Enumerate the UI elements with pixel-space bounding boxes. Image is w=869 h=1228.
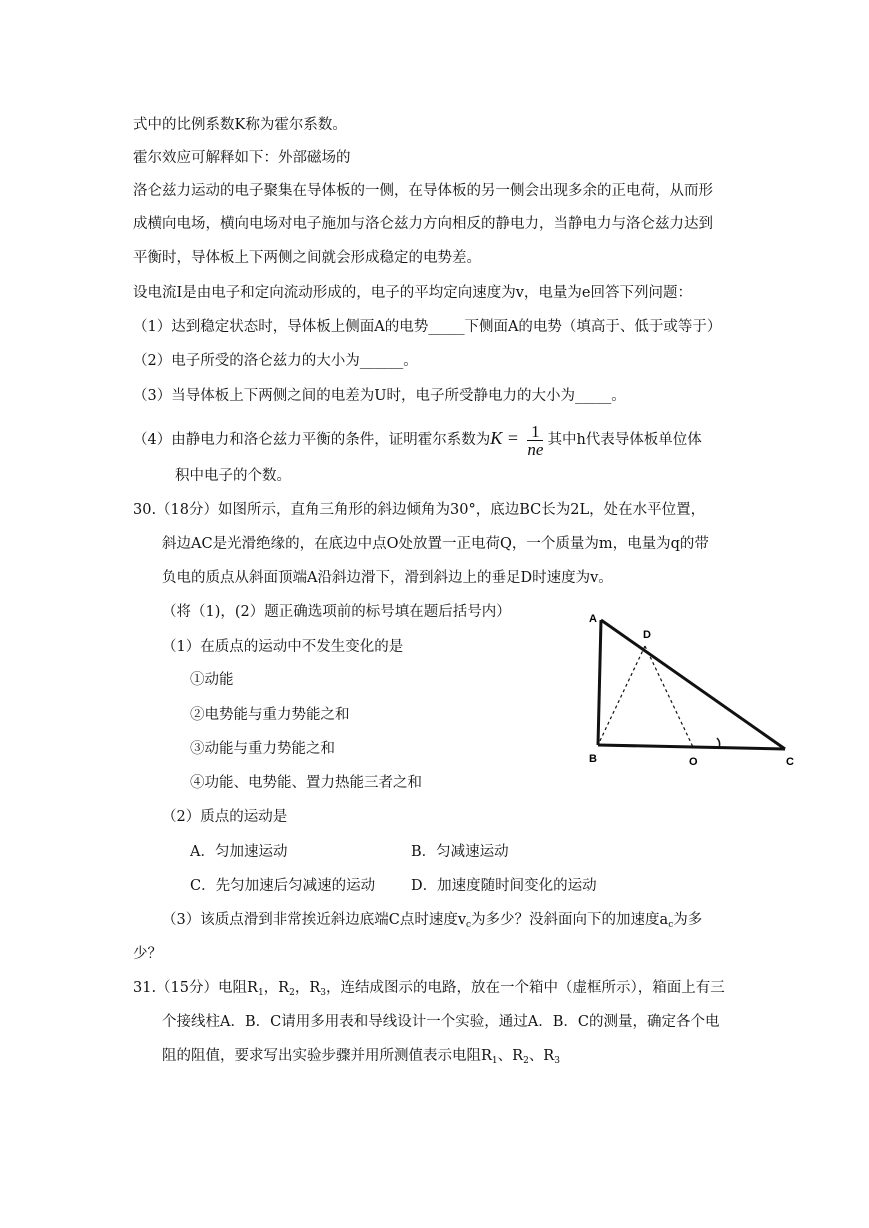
text-line: 洛仑兹力运动的电子聚集在导体板的一侧，在导体板的另一侧会出现多余的正电荷，从而形	[133, 183, 713, 199]
fraction-denominator: ne	[527, 439, 544, 459]
subscript: 1	[257, 988, 264, 998]
option-c: C．先匀加速后匀减速的运动	[190, 878, 376, 894]
text-span: ，R	[294, 980, 321, 996]
label-d: D	[643, 629, 651, 641]
sub-question-3-text: 为多	[673, 912, 703, 928]
text-span: 阻的阻值，要求写出实验步骤并用所测值表示电阻R	[162, 1048, 492, 1064]
text-line: 成横向电场，横向电场对电子施加与洛仑兹力方向相反的静电力，当静电力与洛仑兹力达到	[133, 216, 713, 232]
text-line: 霍尔效应可解释如下：外部磁场的	[133, 150, 351, 166]
option-a: A．匀加速运动	[190, 844, 288, 860]
problem-31-heading	[133, 978, 725, 1003]
text-line: 平衡时，导体板上下两侧之间就会形成稳定的电势差。	[133, 250, 481, 266]
option-4: ④功能、电势能、置力热能三者之和	[190, 775, 422, 791]
sub-question-3	[162, 910, 702, 935]
text-line	[162, 1046, 560, 1071]
text-span: ，连结成图示的电路，放在一个箱中（虚框所示），箱面上有三	[325, 980, 725, 996]
triangle-figure	[585, 608, 800, 768]
option-d: D．加速度随时间变化的运动	[411, 878, 597, 894]
sub-question-3-text: （3）该质点滑到非常挨近斜边底端C点时速度v	[162, 912, 467, 928]
label-a: A	[589, 613, 597, 625]
option-b: B．匀减速运动	[411, 844, 509, 860]
text-line: 少？	[133, 946, 162, 962]
text-line: 斜边AC是光滑绝缘的，在底边中点O处放置一正电荷Q，一个质量为m，电量为q的带	[162, 536, 709, 552]
question-4-text-tail: 其中h代表导体板单位体	[547, 432, 702, 448]
formula-fraction	[527, 423, 543, 458]
subscript: 3	[554, 1056, 560, 1066]
sub-question-3-text: 为多少？没斜面向下的加速度a	[471, 912, 669, 928]
subscript: 3	[320, 988, 326, 998]
question-4-text: （4）由静电力和洛仑兹力平衡的条件，证明霍尔系数为	[133, 432, 491, 448]
text-line: 个接线柱A．B．C请用多用表和导线设计一个实验，通过A．B．C的测量，确定各个电	[162, 1014, 720, 1030]
text-line: 式中的比例系数K称为霍尔系数。	[133, 117, 347, 133]
option-1: ①动能	[190, 672, 234, 688]
subscript: 2	[523, 1056, 529, 1066]
question-1: （1）达到稳定状态时，导体板上侧面A的电势_____下侧面A的电势（填高于、低于或等于）	[133, 319, 722, 335]
option-3: ③动能与重力势能之和	[190, 741, 335, 757]
sub-question-1: （1）在质点的运动中不发生变化的是	[162, 639, 404, 655]
formula-k: K	[490, 428, 503, 448]
dashed-line-db	[598, 646, 645, 745]
text-line: 设电流I是由电子和定向流动形成的，电子的平均定向速度为v，电量为e回答下列问题：	[133, 285, 692, 301]
option-2: ②电势能与重力势能之和	[190, 707, 350, 723]
text-span: 、R	[528, 1048, 555, 1064]
side-bc	[598, 745, 785, 749]
text-line: 负电的质点从斜面顶端A沿斜边滑下，滑到斜边上的垂足D时速度为v。	[162, 570, 613, 586]
label-b: B	[589, 753, 597, 765]
text-span: 31.（15分）电阻R	[133, 980, 258, 996]
side-ab	[598, 620, 601, 745]
fraction-numerator: 1	[527, 423, 543, 441]
sub-question-2: （2）质点的运动是	[162, 809, 288, 825]
question-4	[133, 418, 702, 460]
text-line: （将（1)，(2）题正确选项前的标号填在题后括号内）	[162, 604, 511, 620]
subscript: 2	[289, 988, 295, 998]
side-ac	[601, 620, 785, 749]
subscript: 1	[491, 1056, 498, 1066]
formula-equals: =	[502, 428, 524, 448]
text-span: ，R	[263, 980, 290, 996]
question-3: （3）当导体板上下两侧之间的电差为U时，电子所受静电力的大小为_____。	[133, 388, 626, 404]
dashed-line-do	[645, 646, 693, 747]
label-c: C	[786, 756, 794, 768]
problem-30-heading: 30.（18分）如图所示，直角三角形的斜边倾角为30°，底边BC长为2L，处在水平位置，	[133, 502, 706, 518]
text-line: 积中电子的个数。	[175, 468, 291, 484]
subscript: c	[668, 920, 674, 930]
subscript: c	[466, 920, 472, 930]
text-span: 、R	[497, 1048, 524, 1064]
question-2: （2）电子所受的洛仑兹力的大小为______。	[133, 353, 418, 369]
label-o: O	[689, 756, 698, 768]
